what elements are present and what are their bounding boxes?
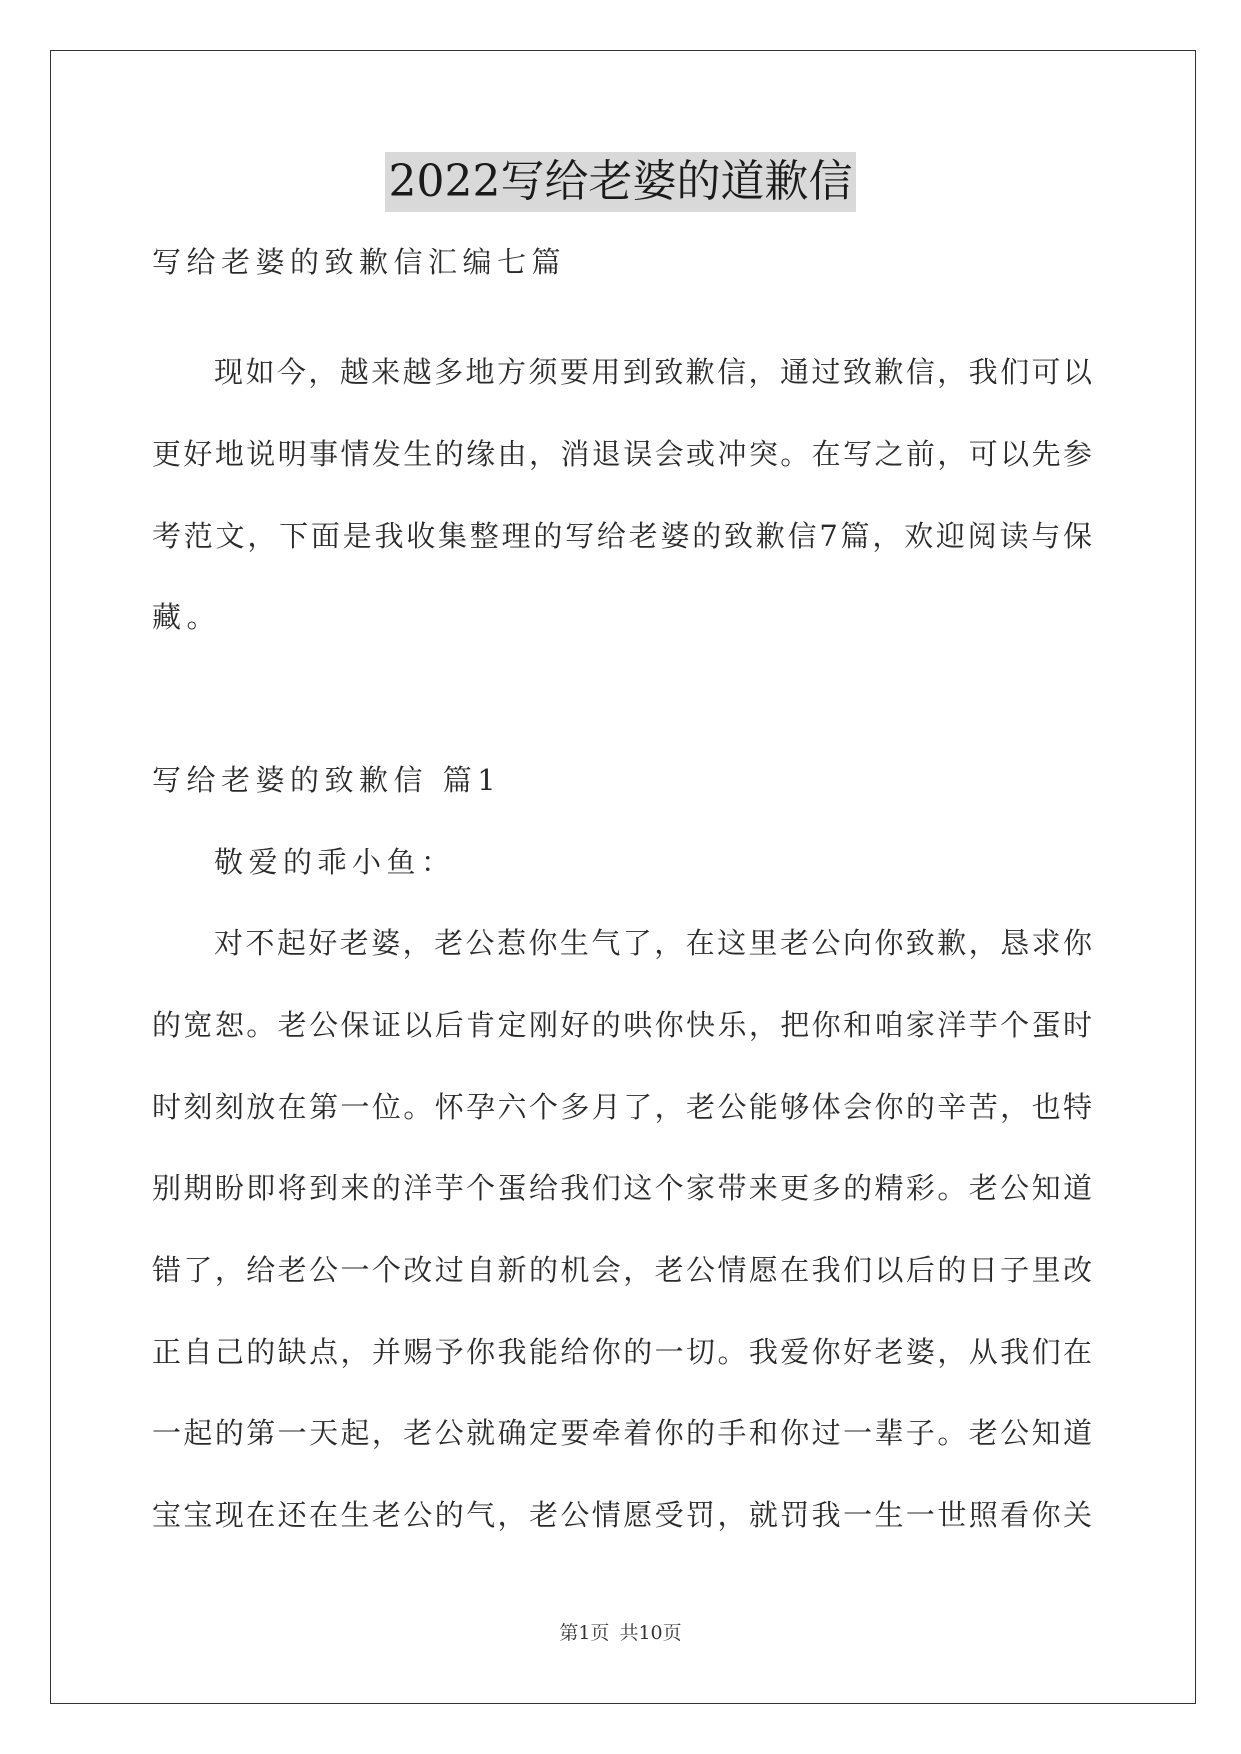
text-line: 宝宝现在还在生老公的气，老公情愿受罚，就罚我一生一世照看你关	[152, 1498, 1092, 1532]
text-line: 正自己的缺点，并赐予你我能给你的一切。我爱你好老婆，从我们在	[152, 1335, 1092, 1369]
text-line: 的宽恕。老公保证以后肯定刚好的哄你快乐，把你和咱家洋芋个蛋时	[152, 1008, 1092, 1042]
text-line: 时刻刻放在第一位。怀孕六个多月了，老公能够体会你的辛苦，也特	[152, 1090, 1092, 1124]
page-footer	[0, 1620, 1241, 1646]
text-line: 错了，给老公一个改过自新的机会，老公情愿在我们以后的日子里改	[152, 1253, 1092, 1287]
page-number: 第1页	[559, 1622, 610, 1644]
text-line: 一起的第一天起，老公就确定要牵着你的手和你过一辈子。老公知道	[152, 1416, 1092, 1450]
text-line: 写给老婆的致歉信 篇1	[152, 763, 502, 797]
text-line: 考范文，下面是我收集整理的写给老婆的致歉信7篇，欢迎阅读与保	[152, 519, 1092, 553]
page-total: 共10页	[619, 1622, 682, 1644]
document-title: 2022写给老婆的道歉信	[385, 152, 857, 212]
text-line: 对不起好老婆，老公惹你生气了，在这里老公向你致歉，恳求你	[214, 926, 1092, 960]
text-line: 敬爱的乖小鱼：	[214, 845, 456, 879]
text-line: 更好地说明事情发生的缘由，消退误会或冲突。在写之前，可以先参	[152, 437, 1092, 471]
text-line: 现如今，越来越多地方须要用到致歉信，通过致歉信，我们可以	[214, 355, 1092, 389]
text-line: 别期盼即将到来的洋芋个蛋给我们这个家带来更多的精彩。老公知道	[152, 1171, 1092, 1205]
text-line: 写给老婆的致歉信汇编七篇	[152, 245, 567, 279]
text-line: 藏。	[152, 600, 222, 634]
title-container	[0, 152, 1241, 212]
